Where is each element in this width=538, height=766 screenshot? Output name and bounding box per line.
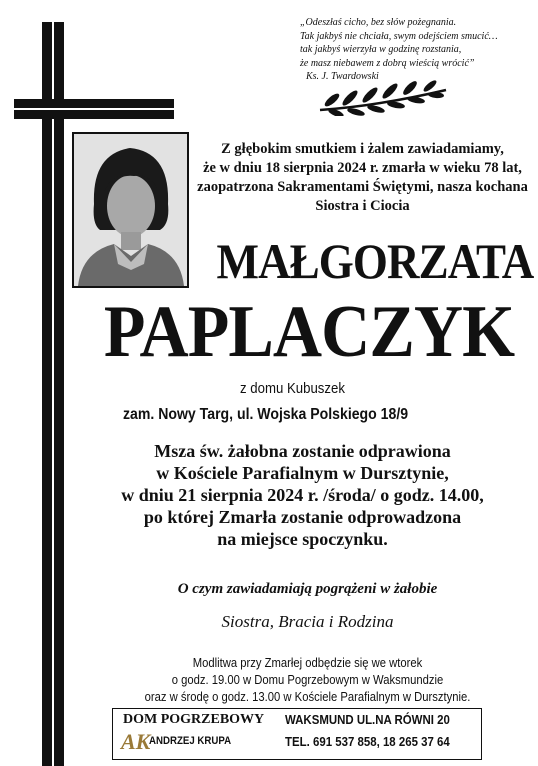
prayer-line: oraz w środę o godz. 13.00 w Kościele Parafialnym w Dursztynie. [144,690,471,704]
cross-inner-line-v [52,22,54,99]
quote-line: Tak jakbyś nie chciała, swym odejściem smucić… [300,30,498,42]
portrait-illustration [74,134,187,286]
intro-line: Siostra i Ciocia [315,198,410,214]
mass-info [70,440,535,550]
quote-block [300,16,535,84]
mass-line: w Kościele Parafialnym w Dursztynie, [156,463,449,483]
quote-author: Ks. J. Twardowski [306,71,379,82]
intro-line: Z głębokim smutkiem i żalem zawiadamiamy, [221,141,504,157]
residence-address: zam. Nowy Targ, ul. Wojska Polskiego 18/9 [123,406,409,423]
maiden-name: z domu Kubuszek [240,380,345,397]
quote-line: że masz niebawem z dobrą wieścią wrócić” [300,57,475,69]
funeral-home-box [112,708,482,760]
intro-line: że w dniu 18 sierpnia 2024 r. zmarła w wieku 78 lat, [203,160,522,176]
prayer-info [80,655,535,706]
family-line: Siostra, Bracia i Rodzina [221,612,394,631]
mass-line: po której Zmarła zostanie odprowadzona [143,507,462,527]
prayer-line: o godz. 19.00 w Domu Pogrzebowym w Waksmundzie [171,673,444,687]
intro-text [190,140,535,216]
quote-line: „Odeszłaś cicho, bez słów pożegnania. [300,17,457,28]
funeral-home-phone: TEL. 691 537 858, 18 265 37 64 [285,734,450,749]
olive-branch-icon [318,80,448,116]
funeral-home-name: DOM POGRZEBOWY [123,712,265,727]
prayer-line: Modlitwa przy Zmarłej odbędzie się we wtorek [192,656,423,670]
cross-inner-line-h [14,108,174,110]
intro-line: zaopatrzona Sakramentami Świętymi, nasza kochana [197,179,528,195]
portrait-photo [72,132,189,288]
funeral-home-owner: ANDRZEJ KRUPA [149,735,232,747]
last-name: PAPLACZYK [103,291,515,373]
notify-line: O czym zawiadamiają pogrążeni w żałobie [177,581,438,597]
mass-line: na miejsce spoczynku. [217,529,388,549]
cross-inner-line-v2 [52,119,54,766]
first-name: MAŁGORZATA [216,233,534,289]
funeral-home-logo: AK [121,729,151,754]
mass-line: w dniu 21 sierpnia 2024 r. /środa/ o godz. 14.00, [121,485,484,505]
quote-line: tak jakbyś wierzyła w godzinę rozstania, [300,44,462,55]
mass-line: Msza św. żałobna zostanie odprawiona [154,441,451,461]
funeral-home-address: WAKSMUND UL.NA RÓWNI 20 [285,712,450,727]
